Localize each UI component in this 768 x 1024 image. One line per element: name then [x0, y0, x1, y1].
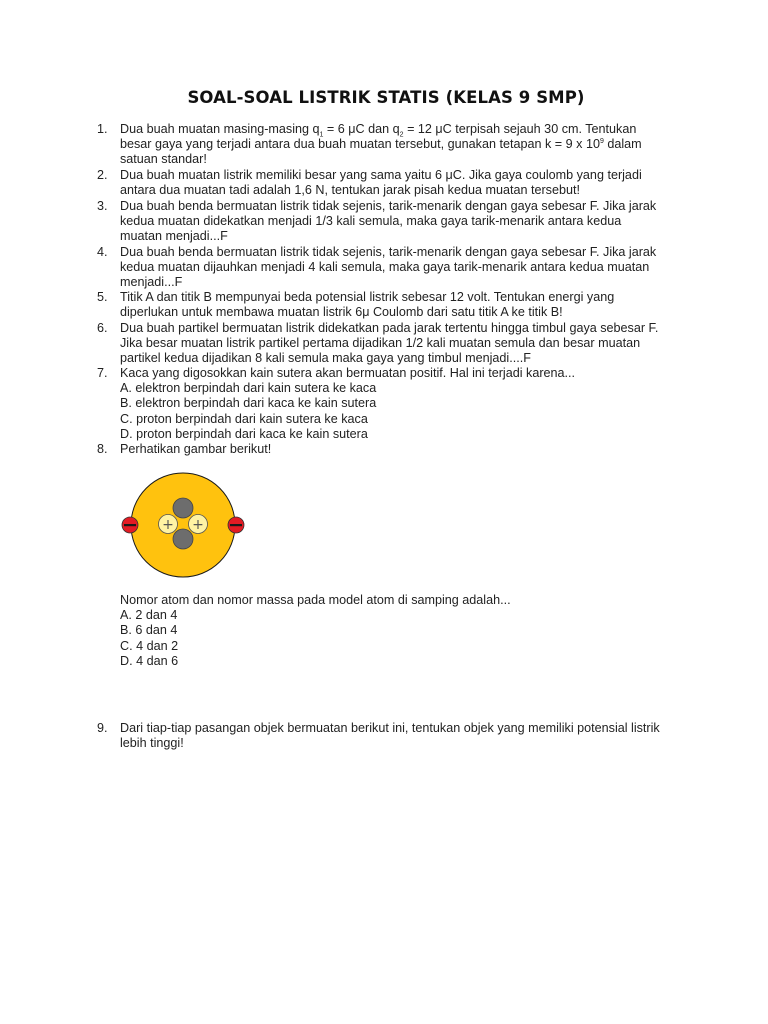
question-line: Dua buah benda bermuatan listrik tidak sejenis, tarik-menarik dengan gaya sebesar F. Jika jarak	[120, 245, 657, 259]
question-text	[120, 168, 680, 198]
neutron-top	[173, 498, 193, 518]
question-number: 5.	[97, 290, 108, 304]
question-line: muatan menjadi...F	[120, 229, 228, 244]
proton-right-plus: +	[192, 517, 204, 533]
question-number: 8.	[97, 442, 108, 456]
neutron-bottom	[173, 529, 193, 549]
electron-cloud	[131, 473, 235, 577]
question-text	[120, 199, 680, 245]
electron-left-minus	[124, 524, 136, 526]
question-number: 9.	[97, 721, 108, 735]
question-text	[120, 593, 680, 669]
question-line: Titik A dan titik B mempunyai beda potensial listrik sebesar 12 volt. Tentukan energi yang	[120, 290, 615, 304]
answer-option-d: D. proton berpindah dari kaca ke kain sutera	[120, 426, 368, 441]
question-line: Dua buah benda bermuatan listrik tidak sejenis, tarik-menarik dengan gaya sebesar F. Jika jarak	[120, 199, 657, 213]
proton-left-plus: +	[162, 517, 174, 533]
question-text	[120, 442, 680, 457]
question-line: Nomor atom dan nomor massa pada model atom di samping adalah...	[120, 593, 511, 607]
question-text	[120, 321, 680, 367]
question-text	[120, 366, 680, 442]
question-line: Kaca yang digosokkan kain sutera akan bermuatan positif. Hal ini terjadi karena...	[120, 366, 576, 380]
question-number: 2.	[97, 168, 108, 182]
question-text	[120, 290, 680, 320]
question-line: menjadi...F	[120, 275, 183, 290]
question-line: diperlukan untuk membawa muatan listrik 6μ Coulomb dari satu titik A ke titik B!	[120, 305, 563, 320]
question-number: 7.	[97, 366, 108, 380]
question-text	[120, 721, 680, 751]
question-text	[120, 245, 680, 291]
question-number: 3.	[97, 199, 108, 213]
answer-option-b: B. 6 dan 4	[120, 623, 178, 638]
question-line: kedua muatan dijauhkan menjadi 4 kali semula, maka gaya tarik-menarik antara kedua muatan	[120, 260, 650, 275]
question-line: antara dua muatan tadi adalah 1,6 N, tentukan jarak pisah kedua muatan tersebut!	[120, 183, 580, 198]
question-number: 1.	[97, 122, 108, 136]
question-line: besar gaya yang terjadi antara dua buah muatan tersebut, gunakan tetapan k = 9 x $10^9$ dalam	[120, 137, 642, 152]
subscript: 2	[399, 131, 404, 139]
question-number: 6.	[97, 321, 108, 335]
electron-right-minus	[230, 524, 242, 526]
answer-option-d: D. 4 dan 6	[120, 653, 179, 668]
question-line: Perhatikan gambar berikut!	[120, 442, 272, 456]
answer-option-c: C. 4 dan 2	[120, 638, 179, 653]
superscript: 9	[599, 138, 604, 146]
subscript: 1	[319, 131, 324, 139]
page-title: SOAL-SOAL LISTRIK STATIS (KELAS 9 SMP)	[187, 88, 585, 107]
question-line: Dua buah muatan listrik memiliki besar yang sama yaitu 6 μC. Jika gaya coulomb yang terjadi	[120, 168, 642, 182]
question-line: satuan standar!	[120, 152, 207, 167]
question-line: kedua muatan didekatkan menjadi 1/3 kali semula, maka gaya tarik-menarik antara kedua	[120, 214, 622, 229]
answer-option-a: A. 2 dan 4	[120, 608, 178, 623]
answer-option-c: C. proton berpindah dari kain sutera ke kaca	[120, 411, 368, 426]
question-number: 4.	[97, 245, 108, 259]
question-line: partikel kedua dijadikan 8 kali semula maka gaya yang timbul menjadi....F	[120, 351, 531, 366]
question-line: Jika besar muatan listrik partikel pertama dijadikan 1/2 kali muatan semula dan besar muatan	[120, 336, 641, 351]
answer-option-a: A. elektron berpindah dari kain sutera ke kaca	[120, 381, 377, 396]
question-line: Dari tiap-tiap pasangan objek bermuatan berikut ini, tentukan objek yang memiliki potensial listrik	[120, 721, 660, 735]
question-line: Dua buah muatan masing-masing $q_1 = 6$ μC dan $q_2 = 12$ μC terpisah sejauh 30 cm. Tentukan	[120, 122, 637, 139]
answer-option-b: B. elektron berpindah dari kaca ke kain sutera	[120, 396, 377, 411]
question-text	[120, 122, 680, 168]
question-line: Dua buah partikel bermuatan listrik didekatkan pada jarak tertentu hingga timbul gaya sebesar F.	[120, 321, 659, 335]
question-line: lebih tinggi!	[120, 736, 184, 751]
atom-model-figure	[120, 472, 248, 582]
